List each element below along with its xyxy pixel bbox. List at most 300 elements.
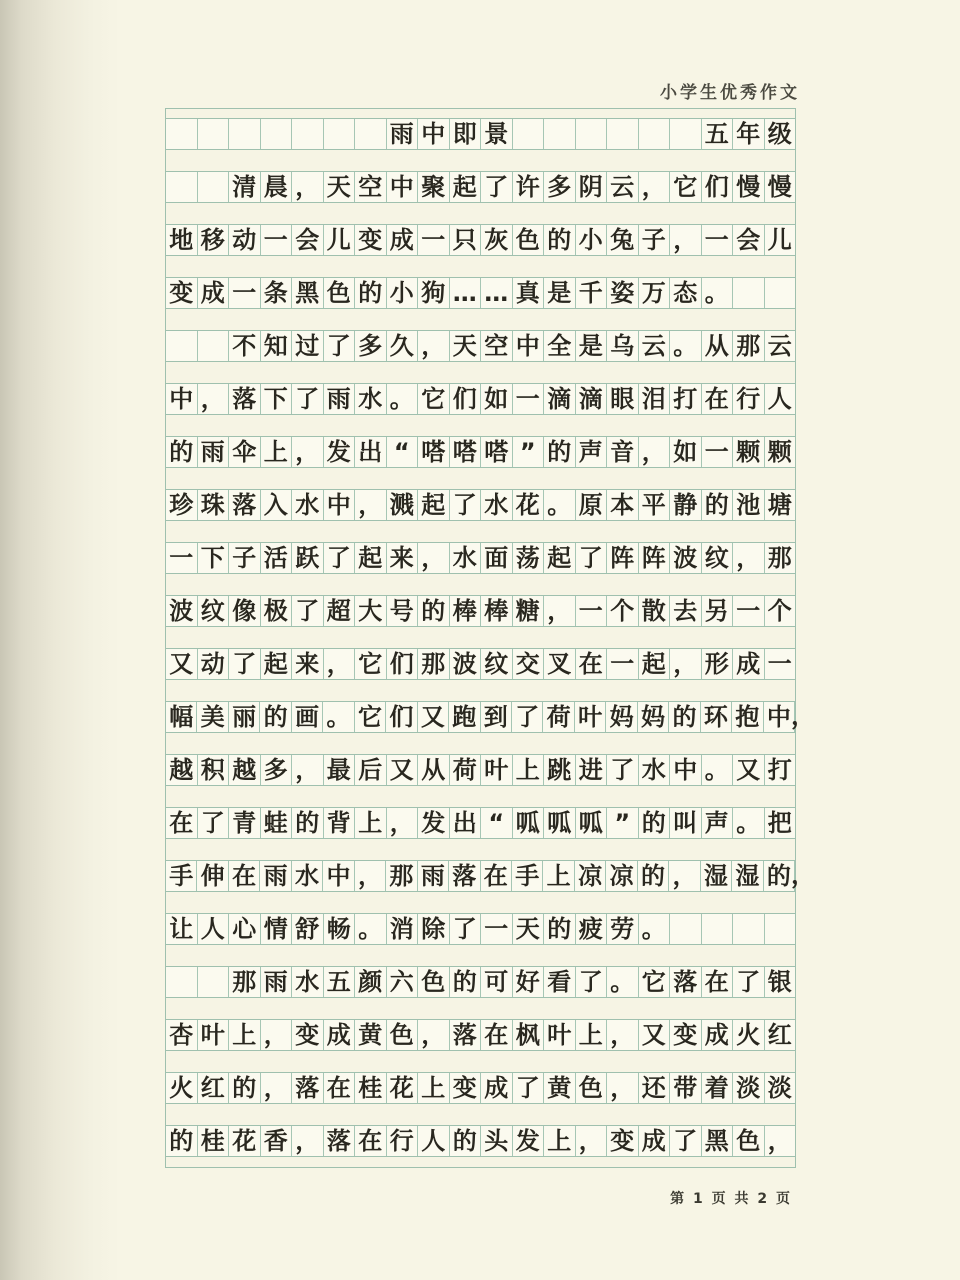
char-cell: 子 [229, 543, 261, 573]
char-cell: 出 [355, 437, 387, 467]
char-cell: 。 [639, 914, 671, 944]
char-cell: 一 [702, 437, 734, 467]
char-cell: 起 [355, 543, 387, 573]
char-cell: 呱 [576, 808, 608, 838]
char-cell: 好 [513, 967, 545, 997]
char-cell: 个 [607, 596, 639, 626]
char-cell: 活 [261, 543, 293, 573]
char-cell: 是 [544, 278, 576, 308]
char-cell: 许 [513, 172, 545, 202]
char-cell: 声 [576, 437, 608, 467]
char-cell [324, 119, 356, 149]
char-cell: 一 [481, 914, 513, 944]
char-cell: 在 [576, 649, 608, 679]
char-cell: 越 [166, 755, 198, 785]
char-cell: 交 [513, 649, 545, 679]
char-cell: 知 [261, 331, 293, 361]
char-cell: 如 [481, 384, 513, 414]
char-cell: 了 [450, 490, 482, 520]
char-cell: 嗒 [481, 437, 513, 467]
char-cell [198, 119, 230, 149]
char-cell: 号 [387, 596, 419, 626]
char-cell: 中 [166, 384, 198, 414]
char-cell [733, 278, 765, 308]
char-cell: 从 [702, 331, 734, 361]
char-cell: 雨 [418, 861, 449, 891]
char-cell: 淡 [733, 1073, 765, 1103]
char-cell: 超 [324, 596, 356, 626]
char-cell: 真 [513, 278, 545, 308]
char-cell: ， [607, 1073, 639, 1103]
char-cell: 全 [544, 331, 576, 361]
char-cell: 的 [638, 861, 669, 891]
char-cell: 云 [639, 331, 671, 361]
char-cell: 们 [387, 649, 419, 679]
char-cell: 。 [607, 967, 639, 997]
char-cell: 色 [733, 1126, 765, 1156]
char-cell: 嗒 [450, 437, 482, 467]
char-cell: 又 [733, 755, 765, 785]
char-cell: 背 [324, 808, 356, 838]
char-cell: 在 [481, 1020, 513, 1050]
char-cell: 除 [418, 914, 450, 944]
char-cell: 纹 [481, 649, 513, 679]
char-cell: 幅 [166, 702, 197, 732]
char-cell: 姿 [607, 278, 639, 308]
char-cell: 个 [765, 596, 796, 626]
char-cell: 雨 [324, 384, 356, 414]
char-cell: 妈 [606, 702, 637, 732]
char-cell: 另 [702, 596, 734, 626]
char-cell: 一 [418, 225, 450, 255]
char-cell: 。 [670, 331, 702, 361]
char-cell: 五 [324, 967, 356, 997]
char-cell: 色 [513, 225, 545, 255]
char-cell: 在 [229, 861, 260, 891]
char-cell: ， [292, 1126, 324, 1156]
char-cell: 了 [607, 755, 639, 785]
text-row [166, 1019, 795, 1051]
char-cell: 让 [166, 914, 198, 944]
char-cell: 叉 [544, 649, 576, 679]
char-cell: 出 [450, 808, 482, 838]
char-cell: 抱 [732, 702, 763, 732]
char-cell: 颜 [355, 967, 387, 997]
char-cell: 荷 [450, 755, 482, 785]
overflow-punctuation: ， [791, 861, 815, 889]
char-cell: 人 [418, 1126, 450, 1156]
char-cell: 叫 [670, 808, 702, 838]
char-cell: ， [198, 384, 230, 414]
char-cell: 枫 [513, 1020, 545, 1050]
char-cell: 那 [765, 543, 796, 573]
char-cell: 在 [481, 861, 512, 891]
char-cell: 的 [544, 437, 576, 467]
text-row [166, 1072, 795, 1104]
char-cell: 色 [576, 1073, 608, 1103]
char-cell [166, 172, 198, 202]
char-cell: ， [261, 1073, 293, 1103]
char-cell: 的 [229, 1073, 261, 1103]
char-cell: 后 [355, 755, 387, 785]
char-cell: 火 [166, 1073, 198, 1103]
char-cell: 伸 [197, 861, 228, 891]
char-cell: 珍 [166, 490, 198, 520]
char-cell: 会 [292, 225, 324, 255]
char-cell: 在 [355, 1126, 387, 1156]
char-cell [292, 119, 324, 149]
char-cell: 黑 [292, 278, 324, 308]
char-cell [544, 119, 576, 149]
text-row [166, 171, 795, 203]
char-cell: 溅 [387, 490, 419, 520]
char-cell: 上 [261, 437, 293, 467]
char-cell: 即 [450, 119, 482, 149]
char-cell: 如 [670, 437, 702, 467]
char-cell: 在 [166, 808, 198, 838]
char-cell: 一 [576, 596, 608, 626]
char-cell: ， [355, 490, 387, 520]
char-cell: ， [387, 808, 419, 838]
char-cell: 们 [386, 702, 417, 732]
char-cell: 慢 [765, 172, 796, 202]
char-cell [639, 119, 671, 149]
char-cell: 云 [765, 331, 796, 361]
char-cell: ， [292, 755, 324, 785]
char-cell: 空 [481, 331, 513, 361]
char-cell: 了 [576, 967, 608, 997]
char-cell: 花 [387, 1073, 419, 1103]
char-cell: 会 [733, 225, 765, 255]
char-cell: 又 [418, 702, 449, 732]
char-cell: 音 [607, 437, 639, 467]
char-cell: 上 [355, 808, 387, 838]
char-cell: 年 [733, 119, 765, 149]
char-cell: 池 [733, 490, 765, 520]
char-cell: 杏 [166, 1020, 198, 1050]
char-cell: 上 [513, 755, 545, 785]
char-cell: 颗 [765, 437, 796, 467]
char-cell: 雨 [387, 119, 419, 149]
char-cell: 那 [229, 967, 261, 997]
char-cell: 棒 [481, 596, 513, 626]
char-cell: 在 [702, 967, 734, 997]
char-cell: 下 [198, 543, 230, 573]
text-row [166, 648, 795, 680]
char-cell: 色 [387, 1020, 419, 1050]
char-cell: 中 [323, 861, 354, 891]
char-cell [166, 331, 198, 361]
char-cell: 嗒 [418, 437, 450, 467]
char-cell: 。 [702, 278, 734, 308]
char-cell: ， [669, 861, 700, 891]
char-cell: 去 [670, 596, 702, 626]
char-cell: 静 [670, 490, 702, 520]
char-cell: 万 [639, 278, 671, 308]
char-cell: 不 [229, 331, 261, 361]
char-cell: 色 [324, 278, 356, 308]
text-row [166, 966, 795, 998]
char-cell: ， [292, 437, 324, 467]
char-cell: 面 [481, 543, 513, 573]
char-cell: 了 [513, 1073, 545, 1103]
char-cell: 本 [607, 490, 639, 520]
text-row [166, 595, 795, 627]
char-cell: 滴 [576, 384, 608, 414]
char-cell: 落 [229, 490, 261, 520]
char-cell: 凉 [606, 861, 637, 891]
char-cell [198, 967, 230, 997]
char-cell: 心 [229, 914, 261, 944]
char-cell: 的 [544, 914, 576, 944]
char-cell: 级 [765, 119, 796, 149]
overflow-punctuation: ， [791, 702, 815, 730]
char-cell: 黑 [702, 1126, 734, 1156]
char-cell: 人 [765, 384, 796, 414]
char-cell: 水 [450, 543, 482, 573]
char-cell: 上 [543, 861, 574, 891]
char-cell: 狗 [418, 278, 450, 308]
char-cell: 桂 [355, 1073, 387, 1103]
char-cell: 发 [513, 1126, 545, 1156]
char-cell [198, 172, 230, 202]
char-cell: 疲 [576, 914, 608, 944]
char-cell: 带 [670, 1073, 702, 1103]
char-cell: 天 [324, 172, 356, 202]
char-cell: 天 [513, 914, 545, 944]
char-cell [198, 331, 230, 361]
char-cell: 极 [261, 596, 293, 626]
char-cell: ， [355, 861, 386, 891]
char-cell: 了 [324, 331, 356, 361]
char-cell: 们 [450, 384, 482, 414]
char-cell: 天 [450, 331, 482, 361]
char-cell: 红 [765, 1020, 796, 1050]
char-cell: ， [639, 172, 671, 202]
char-cell: 一 [607, 649, 639, 679]
char-cell: 入 [261, 490, 293, 520]
char-cell: ， [544, 596, 576, 626]
char-cell: 平 [639, 490, 671, 520]
char-cell: 了 [292, 596, 324, 626]
char-cell: 。 [702, 755, 734, 785]
char-cell: 态 [670, 278, 702, 308]
text-row [166, 542, 795, 574]
char-cell: 波 [450, 649, 482, 679]
char-cell: 的 [450, 1126, 482, 1156]
char-cell: ， [733, 543, 765, 573]
char-cell: 。 [323, 702, 354, 732]
char-cell: ， [418, 331, 450, 361]
char-cell: 五 [702, 119, 734, 149]
char-cell: 千 [576, 278, 608, 308]
char-cell: 它 [355, 649, 387, 679]
char-cell: 一 [765, 649, 796, 679]
char-cell: 眼 [607, 384, 639, 414]
char-cell: ， [670, 225, 702, 255]
char-cell: 情 [261, 914, 293, 944]
char-cell: 晨 [261, 172, 293, 202]
char-cell: 塘 [765, 490, 796, 520]
char-cell: 一 [261, 225, 293, 255]
char-cell: 来 [292, 649, 324, 679]
char-cell [670, 914, 702, 944]
char-cell [576, 119, 608, 149]
char-cell: 动 [198, 649, 230, 679]
char-cell: 畅 [324, 914, 356, 944]
char-cell: 形 [702, 649, 734, 679]
char-cell: 变 [670, 1020, 702, 1050]
char-cell: 环 [701, 702, 732, 732]
text-row [166, 277, 795, 309]
char-cell: ， [576, 1126, 608, 1156]
char-cell: 了 [733, 967, 765, 997]
char-cell: 湿 [701, 861, 732, 891]
char-cell: 成 [639, 1126, 671, 1156]
char-cell: 湿 [732, 861, 763, 891]
char-cell: 一 [513, 384, 545, 414]
char-cell: 荷 [543, 702, 574, 732]
char-cell: 多 [261, 755, 293, 785]
text-row [166, 807, 795, 839]
char-cell: … [481, 278, 513, 308]
char-cell: 在 [324, 1073, 356, 1103]
char-cell: 像 [229, 596, 261, 626]
char-cell: 变 [450, 1073, 482, 1103]
char-cell: 纹 [198, 596, 230, 626]
char-cell: ， [324, 649, 356, 679]
char-cell: 把 [765, 808, 796, 838]
char-cell: 美 [197, 702, 228, 732]
char-cell: 又 [639, 1020, 671, 1050]
char-cell [765, 278, 796, 308]
char-cell: 头 [481, 1126, 513, 1156]
char-cell: 它 [639, 967, 671, 997]
char-cell: 成 [733, 649, 765, 679]
char-cell: 越 [229, 755, 261, 785]
char-cell: 一 [166, 543, 198, 573]
char-cell: 它 [418, 384, 450, 414]
char-cell: 清 [229, 172, 261, 202]
char-cell: 呱 [544, 808, 576, 838]
char-cell: 多 [355, 331, 387, 361]
char-cell: ， [418, 1020, 450, 1050]
char-cell: ， [607, 1020, 639, 1050]
char-cell: 伞 [229, 437, 261, 467]
text-row [166, 701, 815, 733]
char-cell: 青 [229, 808, 261, 838]
char-cell: 来 [387, 543, 419, 573]
char-cell: “ [387, 437, 419, 467]
char-cell: 落 [324, 1126, 356, 1156]
char-cell: 水 [292, 967, 324, 997]
char-cell: 进 [576, 755, 608, 785]
char-cell: 蛙 [261, 808, 293, 838]
char-cell: ， [765, 1126, 796, 1156]
char-cell: 阵 [639, 543, 671, 573]
char-cell: 叶 [481, 755, 513, 785]
char-cell: 落 [292, 1073, 324, 1103]
text-row [166, 1125, 795, 1157]
char-cell: 波 [670, 543, 702, 573]
title-row [166, 118, 795, 150]
char-cell [513, 119, 545, 149]
char-cell: 水 [481, 490, 513, 520]
char-cell: 起 [450, 172, 482, 202]
char-cell: 成 [702, 1020, 734, 1050]
char-cell: “ [481, 808, 513, 838]
char-cell: 条 [261, 278, 293, 308]
char-cell: 下 [261, 384, 293, 414]
char-cell: 打 [765, 755, 796, 785]
char-cell: 成 [387, 225, 419, 255]
char-cell: 中 [387, 172, 419, 202]
page-number-footer: 第 1 页 共 2 页 [670, 1191, 792, 1207]
char-cell: 了 [324, 543, 356, 573]
char-cell: 纹 [702, 543, 734, 573]
char-cell: 最 [324, 755, 356, 785]
char-cell: 的 [450, 967, 482, 997]
char-cell: 劳 [607, 914, 639, 944]
char-cell: 移 [198, 225, 230, 255]
char-cell: 水 [355, 384, 387, 414]
char-cell: 六 [387, 967, 419, 997]
char-cell: 变 [166, 278, 198, 308]
char-cell: ” [513, 437, 545, 467]
char-cell: 糖 [513, 596, 545, 626]
char-cell: 落 [450, 1020, 482, 1050]
char-cell [607, 119, 639, 149]
char-cell: 儿 [765, 225, 796, 255]
char-cell [166, 967, 198, 997]
char-cell: 地 [166, 225, 198, 255]
char-cell: 上 [229, 1020, 261, 1050]
char-cell: 还 [639, 1073, 671, 1103]
char-cell: 波 [166, 596, 198, 626]
char-cell: 舒 [292, 914, 324, 944]
char-cell: 过 [292, 331, 324, 361]
char-cell: 起 [544, 543, 576, 573]
page-edge-shadow [0, 0, 120, 1280]
char-cell: 它 [670, 172, 702, 202]
char-cell: 荡 [513, 543, 545, 573]
char-cell: 落 [449, 861, 480, 891]
char-cell: 叶 [198, 1020, 230, 1050]
char-cell: 火 [733, 1020, 765, 1050]
char-cell: 慢 [733, 172, 765, 202]
char-cell: 空 [355, 172, 387, 202]
char-cell: 颗 [733, 437, 765, 467]
char-cell: 银 [765, 967, 796, 997]
char-cell: 起 [639, 649, 671, 679]
char-cell: 泪 [639, 384, 671, 414]
char-cell: 打 [670, 384, 702, 414]
char-cell: ， [292, 172, 324, 202]
char-cell: 那 [733, 331, 765, 361]
char-cell: 那 [386, 861, 417, 891]
char-cell: 水 [292, 490, 324, 520]
char-cell: 了 [198, 808, 230, 838]
char-cell: 桂 [198, 1126, 230, 1156]
char-cell: 手 [166, 861, 197, 891]
char-cell: 看 [544, 967, 576, 997]
char-cell: 一 [733, 596, 765, 626]
text-row [166, 436, 795, 468]
char-cell: 黄 [544, 1073, 576, 1103]
char-cell: 在 [702, 384, 734, 414]
char-cell: 中 [418, 119, 450, 149]
char-cell: 呱 [513, 808, 545, 838]
